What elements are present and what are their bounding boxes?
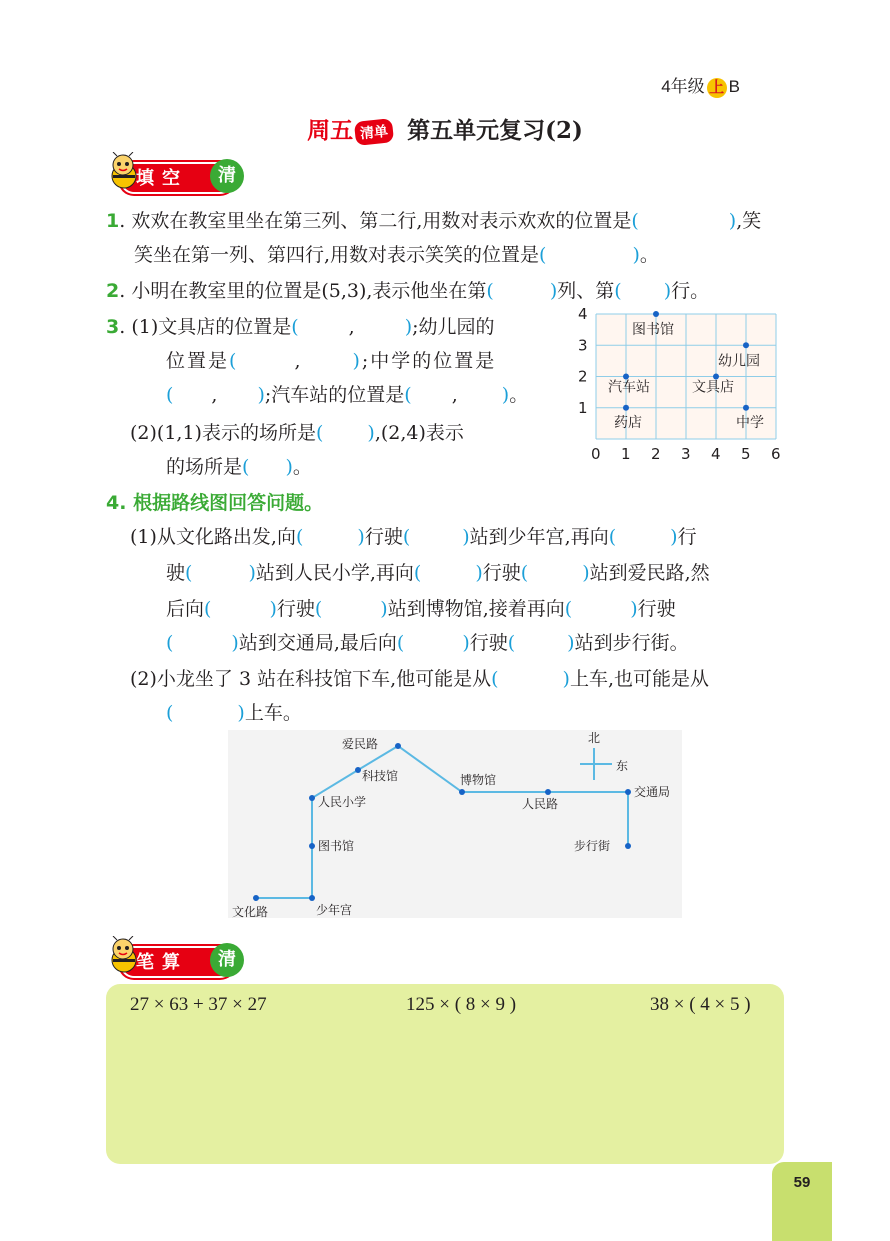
y-tick-label: 4 bbox=[578, 306, 588, 323]
x-tick-label: 2 bbox=[651, 445, 661, 463]
stop-renmin-road-dot bbox=[545, 789, 551, 795]
section-calc-header bbox=[102, 936, 252, 978]
point-pharmacy bbox=[623, 405, 629, 411]
y-tick-label: 3 bbox=[578, 336, 588, 355]
stop-renmin-road: 人民路 bbox=[522, 797, 559, 811]
calc-expr-2: 125 × ( 8 × 9 ) bbox=[406, 994, 517, 1015]
stop-tushuguan-dot bbox=[309, 843, 315, 849]
page-number: 59 bbox=[793, 1174, 811, 1191]
stop-renmin-school-dot bbox=[309, 795, 315, 801]
label-library: 图书馆 bbox=[632, 322, 674, 338]
stop-bowuguan-dot bbox=[459, 789, 465, 795]
compass-north: 北 bbox=[588, 731, 601, 745]
stop-buxing: 步行街 bbox=[574, 839, 611, 853]
x-tick-label: 6 bbox=[771, 445, 781, 463]
y-tick-label: 1 bbox=[578, 398, 588, 417]
label-stationery: 文具店 bbox=[692, 379, 734, 396]
section-fill-header bbox=[102, 152, 252, 194]
q3-line4: (2)(1,1)表示的场所是( ),(2,4)表示 bbox=[130, 422, 464, 444]
route-map bbox=[228, 730, 682, 918]
stop-keji-dot bbox=[355, 767, 361, 773]
stop-renmin-school: 人民小学 bbox=[318, 795, 367, 809]
stop-aimin: 爱民路 bbox=[342, 737, 379, 751]
q4-line3: 后向( )行驶( )站到博物馆,接着再向( )行驶 bbox=[166, 598, 676, 620]
q3-line1: 3. (1)文具店的位置是( , );幼儿园的 bbox=[106, 316, 495, 338]
q4-line4: ( )站到交通局,最后向( )行驶( )站到步行街。 bbox=[166, 632, 689, 654]
x-tick-label: 1 bbox=[621, 445, 631, 463]
title-badge: 清单 bbox=[354, 118, 394, 146]
point-middle_school bbox=[743, 405, 749, 411]
q1-line1: 1. 欢欢在教室里坐在第三列、第二行,用数对表示欢欢的位置是( ),笑 bbox=[106, 210, 762, 232]
q3-line5: 的场所是( )。 bbox=[166, 456, 312, 478]
x-tick-label: 3 bbox=[681, 445, 691, 463]
stop-aimin-dot bbox=[395, 743, 401, 749]
section-fill-qing: 清 bbox=[210, 159, 244, 193]
q2-line: 2. 小明在教室里的位置是(5,3),表示他坐在第( )列、第( )行。 bbox=[106, 280, 710, 302]
grade-badge: 上 bbox=[707, 78, 727, 98]
q3-line2: 位置是( , );中学的位置是 bbox=[166, 350, 497, 372]
q4-line5: (2)小龙坐了 3 站在科技馆下车,他可能是从( )上车,也可能是从 bbox=[130, 668, 710, 690]
y-tick-label: 2 bbox=[578, 367, 588, 386]
point-kindergarten bbox=[743, 342, 749, 348]
stop-jiaotong-dot bbox=[625, 789, 631, 795]
x-tick-label: 0 bbox=[591, 445, 601, 463]
section-fill-label: 填空 bbox=[136, 168, 188, 189]
section-calc-qing: 清 bbox=[210, 943, 244, 977]
grid-map bbox=[574, 306, 790, 466]
calc-expr-3: 38 × ( 4 × 5 ) bbox=[650, 994, 751, 1015]
label-middle_school: 中学 bbox=[736, 414, 764, 431]
label-kindergarten: 幼儿园 bbox=[718, 353, 760, 370]
title-day: 周五 bbox=[307, 118, 354, 144]
page-title bbox=[0, 112, 890, 145]
q4-head: 4. 根据路线图回答问题。 bbox=[106, 492, 324, 514]
stop-shaonian: 少年宫 bbox=[316, 903, 353, 917]
grade-label: 4年级 上 B bbox=[661, 77, 740, 96]
page-number-tab bbox=[772, 1162, 832, 1241]
label-bus_station: 汽车站 bbox=[608, 379, 650, 396]
x-tick-label: 5 bbox=[741, 445, 751, 463]
x-tick-label: 4 bbox=[711, 445, 721, 463]
q1-line2: 笑坐在第一列、第四行,用数对表示笑笑的位置是( )。 bbox=[134, 244, 659, 266]
calc-expr-1: 27 × 63 + 37 × 27 bbox=[130, 994, 267, 1015]
point-library bbox=[653, 311, 659, 317]
stop-bowuguan: 博物馆 bbox=[460, 773, 497, 787]
q4-line1: (1)从文化路出发,向( )行驶( )站到少年宫,再向( )行 bbox=[130, 526, 697, 548]
q3-line3: ( , );汽车站的位置是( , )。 bbox=[166, 384, 529, 406]
q4-line6: ( )上车。 bbox=[166, 702, 302, 724]
stop-jiaotong: 交通局 bbox=[634, 785, 671, 799]
q4-line2: 驶( )站到人民小学,再向( )行驶( )站到爱民路,然 bbox=[166, 562, 710, 584]
stop-shaonian-dot bbox=[309, 895, 315, 901]
label-pharmacy: 药店 bbox=[614, 414, 642, 431]
stop-wenhua-dot bbox=[253, 895, 259, 901]
compass-east: 东 bbox=[616, 759, 629, 773]
stop-buxing-dot bbox=[625, 843, 631, 849]
stop-wenhua: 文化路 bbox=[232, 905, 269, 918]
stop-tushuguan: 图书馆 bbox=[318, 839, 355, 853]
stop-keji: 科技馆 bbox=[362, 769, 399, 783]
title-text: 第五单元复习(2) bbox=[407, 117, 583, 144]
section-calc-label: 笔算 bbox=[136, 952, 188, 973]
